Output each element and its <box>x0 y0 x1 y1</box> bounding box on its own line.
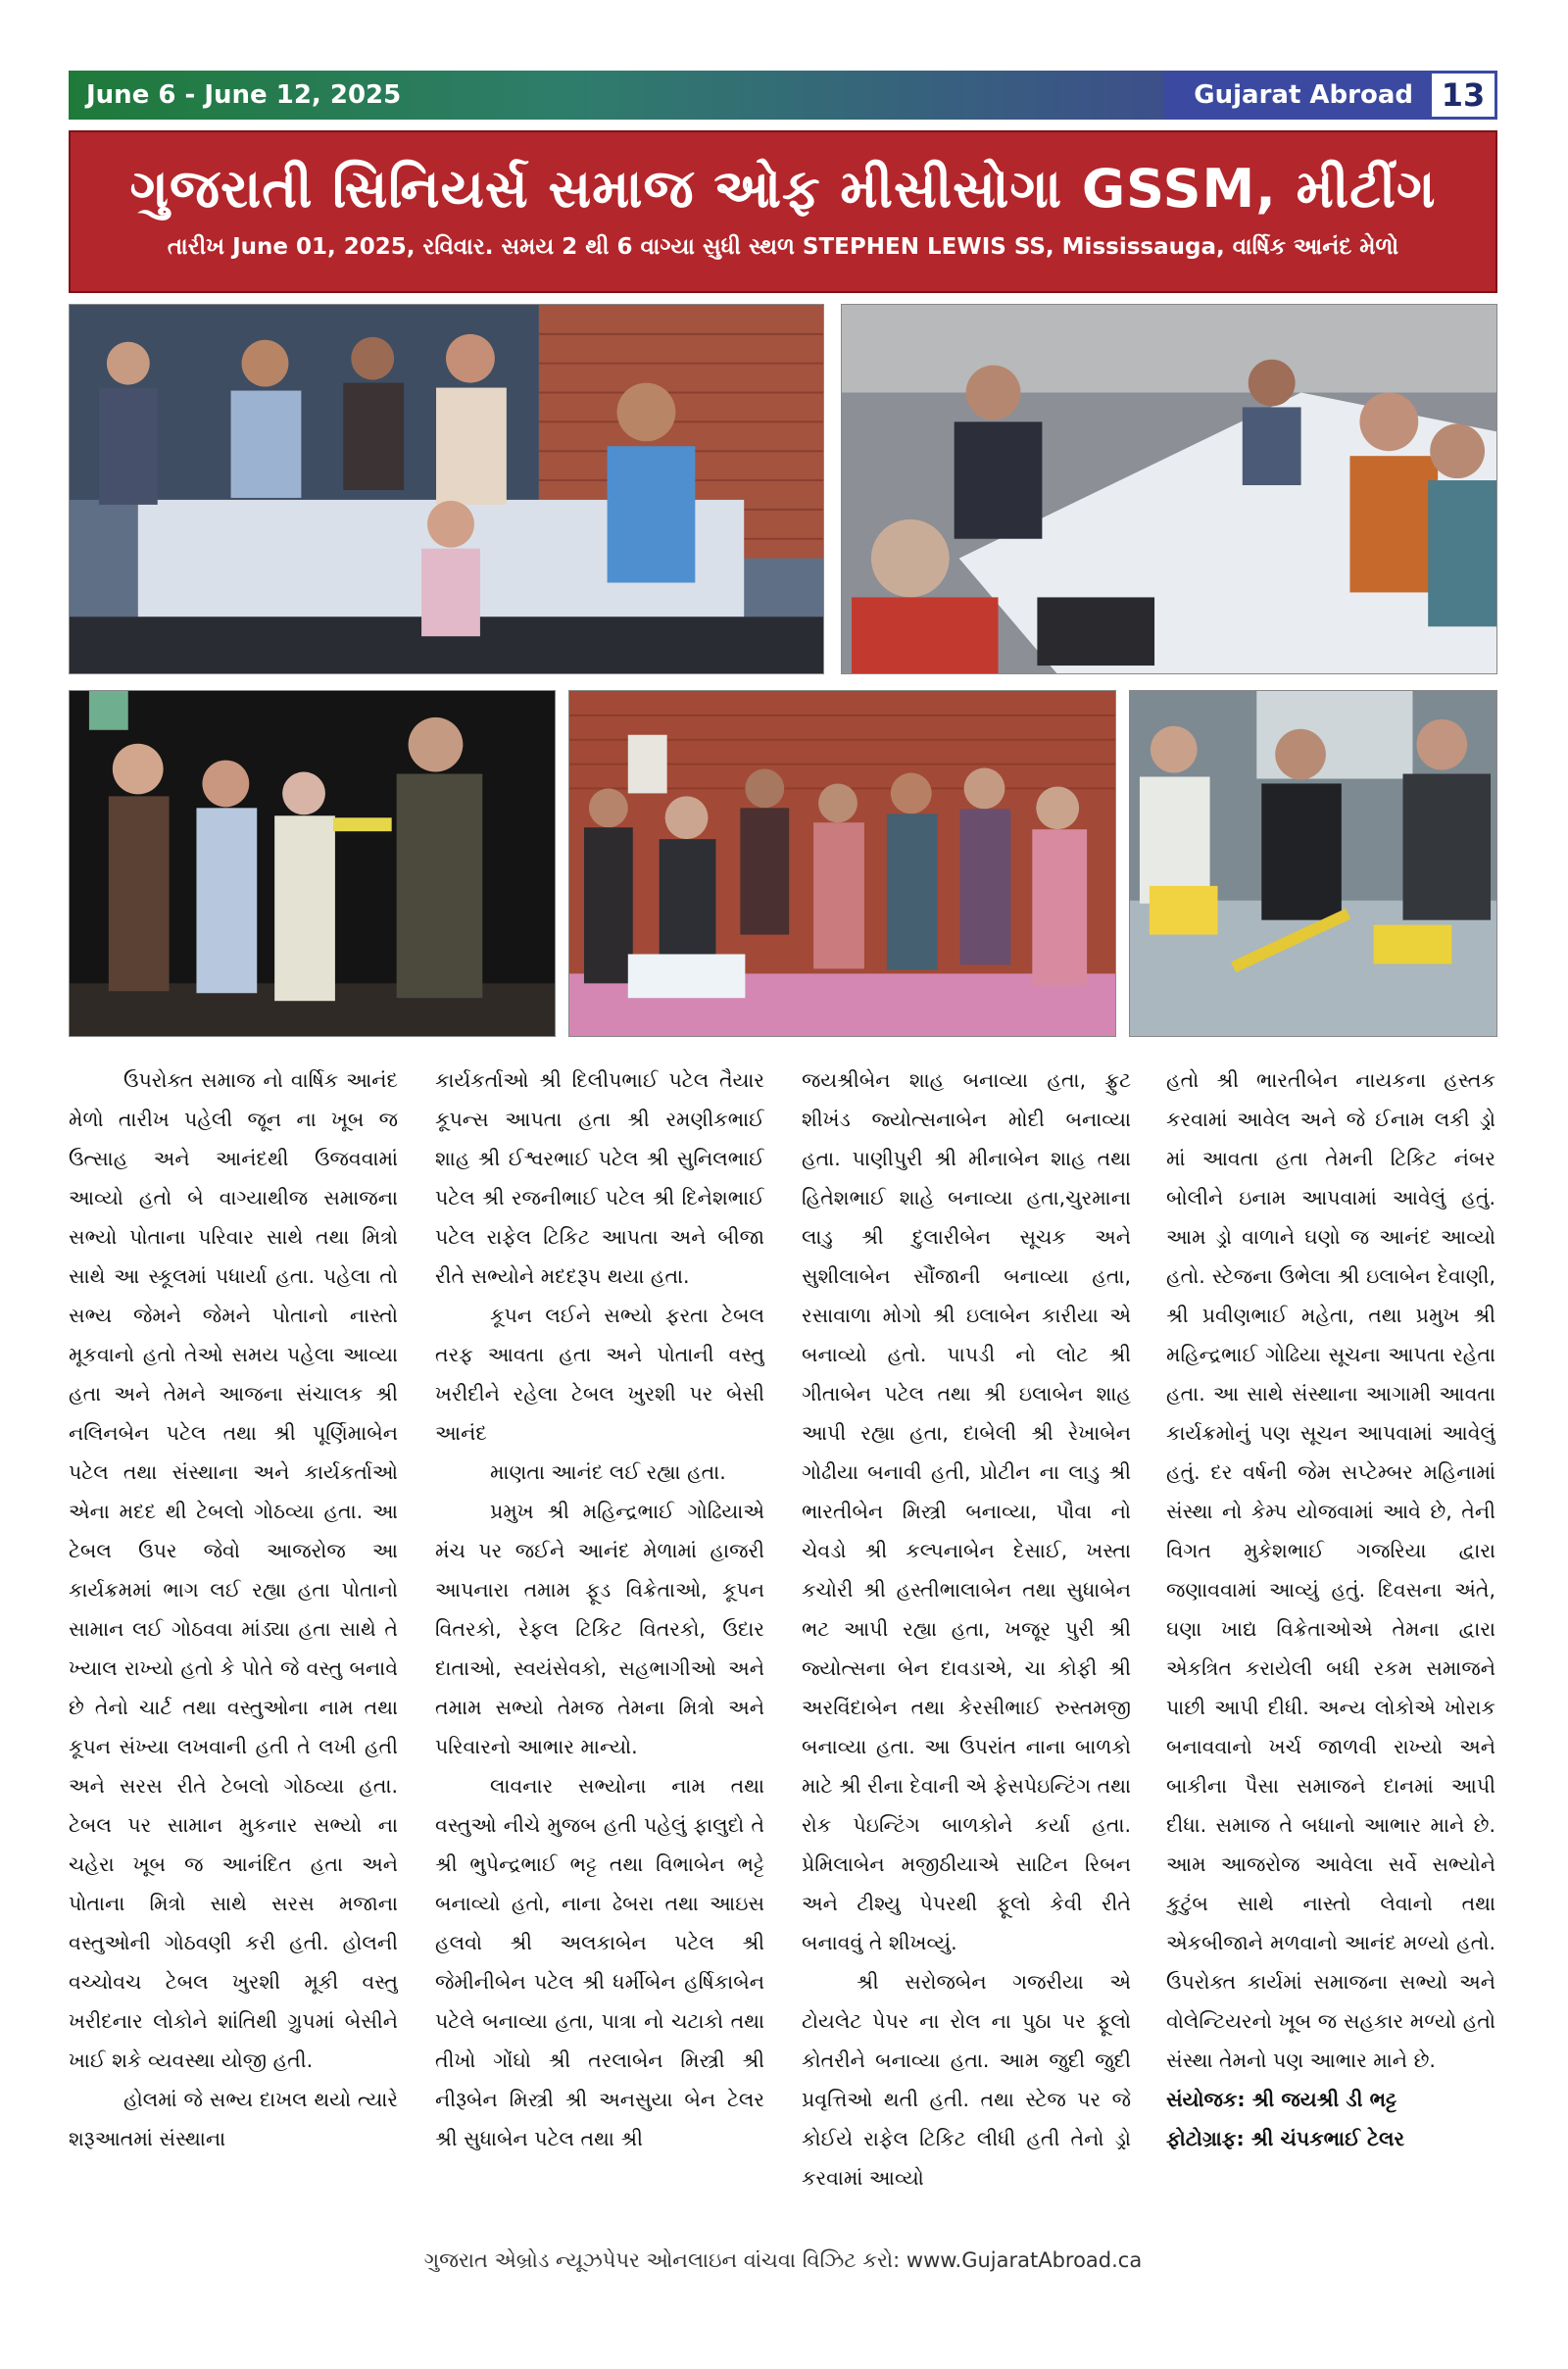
headline-subtitle: તારીખ June 01, 2025, રવિવાર. સમય 2 થી 6 વાગ્યા સુધી સ્થળ STEPHEN LEWIS SS, Mississauga, વાર્ષિક આનંદ મેળો <box>167 234 1399 260</box>
paragraph: કાર્યકર્તાઓ શ્રી દિલીપભાઈ પટેલ તૈયાર કૂપન્સ આપતા હતા શ્રી રમણીકભાઈ શાહ શ્રી ઈશ્વરભાઈ પટેલ શ્રી સુનિલભાઈ પટેલ શ્રી રજનીભાઈ પટેલ શ્રી દિનેશભાઈ પટેલ રાફેલ ટિકિટ આપતા અને બીજા રીતે સભ્યોને મદદરૂપ થયા હતા. <box>435 1068 764 1288</box>
photo-men-with-raffle-tickets <box>1129 690 1497 1037</box>
paragraph: માણતા આનંદ લઈ રહ્યા હતા. <box>490 1460 726 1484</box>
paragraph: હોલમાં જે સભ્ય દાખલ થયો ત્યારે શરૂઆતમાં સંસ્થાના <box>69 2088 398 2150</box>
photo-group-of-women-volunteers <box>568 690 1116 1037</box>
photo-stage-celebration <box>69 690 556 1037</box>
paragraph: કૂપન લઈને સભ્યો ફરતા ટેબલ તરફ આવતા હતા અને પોતાની વસ્તુ ખરીદીને રહેલા ટેબલ ખુરશી પર બેસી આનંદ <box>435 1304 764 1445</box>
page-number: 13 <box>1429 71 1497 120</box>
paragraph: લાવનાર સભ્યોના નામ તથા વસ્તુઓ નીચે મુજબ હતી પહેલું ફાલુદો તે શ્રી ભુપેન્દ્રભાઈ ભટ્ટ તથા વિભાબેન ભટ્ટે બનાવ્યો હતો, નાના ઢેબરા તથા આઇસ હલવો શ્રી અલકાબેન પટેલ શ્રી જેમીનીબેન પટેલ શ્રી ધર્મીબેન હર્ષિકાબેન પટેલે બનાવ્યા હતા, પાત્રા નો ચટાકો તથા તીખો ગોંઘો શ્રી તરલાબેન મિસ્ત્રી શ્રી નીરૂબેન મિસ્ત્રી શ્રી અનસુયા બેન ટેલર શ્રી સુધાબેન પટેલ તથા શ્રી <box>435 1774 764 2150</box>
page-header <box>69 71 1497 120</box>
article-column-4 <box>1166 1061 1495 2235</box>
headline-title: ગુજરાતી સિનિયર્સ સમાજ ઓફ મીસીસોગા GSSM, મીટીંગ <box>129 158 1437 220</box>
photographer-credit: ફોટોગ્રાફ: શ્રી ચંપકભાઈ ટેલર <box>1166 2127 1405 2150</box>
paragraph: ઉપરોક્ત સમાજ નો વાર્ષિક આનંદ મેળો તારીખ પહેલી જૂન ના ખૂબ જ ઉત્સાહ અને આનંદથી ઉજવવામાં આવ્યો હતો બે વાગ્યાથીજ સમાજના સભ્યો પોતાના પરિવાર સાથે તથા મિત્રો સાથે આ સ્કૂલમાં પધાર્યા હતા. પહેલા તો સભ્ય જેમને જેમને પોતાનો નાસ્તો મૂકવાનો હતો તેઓ સમય પહેલા આવ્યા હતા અને તેમને આજના સંચાલક શ્રી નલિનબેન પટેલ તથા શ્રી પૂર્ણિમાબેન પટેલ તથા સંસ્થાના અને કાર્યકર્તાઓ એના મદદ થી ટેબલો ગોઠવ્યા હતા. આ ટેબલ ઉપર જેવો આજરોજ આ કાર્યક્રમમાં ભાગ લઈ રહ્યા હતા પોતાનો સામાન લઈ ગોઠવવા માંડ્યા હતા સાથે તે ખ્યાલ રાખ્યો હતો કે પોતે જે વસ્તુ બનાવે છે તેનો ચાર્ટ તથા વસ્તુઓના નામ તથા કૂપન સંખ્યા લખવાની હતી તે લખી હતી અને સરસ રીતે ટેબલો ગોઠવ્યા હતા. ટેબલ પર સામાન મુકનાર સભ્યો ના ચહેરા ખૂબ જ આનંદિત હતા અને પોતાના મિત્રો સાથે સરસ મજાના વસ્તુઓની ગોઠવણી કરી હતી. હોલની વચ્ચોવચ ટેબલ ખુરશી મૂકી વસ્તુ ખરીદનાર લોકોને શાંતિથી ગ્રુપમાં બેસીને ખાઈ શકે વ્યવસ્થા યોજી હતી. <box>69 1068 398 2072</box>
photo-seniors-dining-hall <box>841 304 1497 674</box>
footer-website-note: ગુજરાત એબ્રોડ ન્યૂઝપેપર ઓનલાઇન વાંચવા વિઝિટ કરો: www.GujaratAbroad.ca <box>423 2248 1143 2272</box>
article-column-1 <box>69 1061 398 2235</box>
paragraph: શ્રી સરોજબેન ગજરીયા એ ટોયલેટ પેપર ના રોલ ના પુઠા પર ફૂલો કોતરીને બનાવ્યા હતા. આમ જુદી જુદી પ્રવૃત્તિઓ થતી હતી. તથા સ્ટેજ પર જે કોઈયે રાફેલ ટિકિટ લીધી હતી તેનો ડ્રો કરવામાં આવ્યો <box>802 1970 1131 2190</box>
paragraph: હતો શ્રી ભારતીબેન નાયકના હસ્તક કરવામાં આવેલ અને જે ઈનામ લકી ડ્રો માં આવતા હતા તેમની ટિકિટ નંબર બોલીને ઇનામ આપવામાં આવેલું હતું. આમ ડ્રો વાળાને ઘણો જ આનંદ આવ્યો હતો. સ્ટેજના ઉભેલા શ્રી ઇલાબેન દેવાણી, શ્રી પ્રવીણભાઈ મહેતા, તથા પ્રમુખ શ્રી મહિન્દ્રભાઈ ગોઢિયા સૂચના આપતા રહેતા હતા. આ સાથે સંસ્થાના આગામી આવતા કાર્યક્રમોનું પણ સૂચન આપવામાં આવેલું હતું. દર વર્ષની જેમ સપ્ટેમ્બર મહિનામાં સંસ્થા નો કેમ્પ યોજવામાં આવે છે, તેની વિગત મુકેશભાઈ ગજરિયા દ્વારા જણાવવામાં આવ્યું હતું. દિવસના અંતે, ઘણા ખાદ્ય વિક્રેતાઓએ તેમના દ્વારા એકત્રિત કરાયેલી બધી રકમ સમાજને પાછી આપી દીધી. અન્ય લોકોએ ખોરાક બનાવવાનો ખર્ચ જાળવી રાખ્યો અને બાકીના પૈસા સમાજને દાનમાં આપી દીધા. સમાજ તે બધાનો આભાર માને છે. આમ આજરોજ આવેલા સર્વે સભ્યોને કુટુંબ સાથે નાસ્તો લેવાનો તથા એકબીજાને મળવાનો આનંદ મળ્યો હતો. ઉપરોક્ત કાર્યમાં સમાજના સભ્યો અને વોલેન્ટિયરનો ખૂબ જ સહકાર મળ્યો હતો સંસ્થા તેમનો પણ આભાર માને છે. <box>1166 1068 1495 2072</box>
organizer-credit: સંયોજક: શ્રી જયશ્રી ડી ભટ્ટ <box>1166 2088 1397 2111</box>
photo-family-at-craft-table <box>69 304 824 674</box>
headline-banner <box>69 130 1497 293</box>
paragraph: પ્રમુખ શ્રી મહિન્દ્રભાઈ ગોઢિયાએ મંચ પર જઈને આનંદ મેળામાં હાજરી આપનારા તમામ ફૂડ વિક્રેતાઓ, કૂપન વિતરકો, રેફલ ટિકિટ વિતરકો, ઉદાર દાતાઓ, સ્વયંસેવકો, સહભાગીઓ અને તમામ સભ્યો તેમજ તેમના મિત્રો અને પરિવારનો આભાર માન્યો. <box>435 1500 764 1758</box>
article-column-2 <box>435 1061 764 2235</box>
article-column-3 <box>802 1061 1131 2235</box>
publication-name: Gujarat Abroad <box>1164 71 1429 120</box>
paragraph: જયશ્રીબેન શાહ બનાવ્યા હતા, ફ્રુટ શીખંડ જ્યોત્સનાબેન મોદી બનાવ્યા હતા. પાણીપુરી શ્રી મીનાબેન શાહ તથા હિતેશભાઈ શાહે બનાવ્યા હતા,ચુરમાના લાડુ શ્રી દુલારીબેન સૂચક અને સુશીલાબેન સૌંજાની બનાવ્યા હતા, રસાવાળા મોગો શ્રી ઇલાબેન કારીયા એ બનાવ્યો હતો. પાપડી નો લોટ શ્રી ગીતાબેન પટેલ તથા શ્રી ઇલાબેન શાહ આપી રહ્યા હતા, દાબેલી શ્રી રેખાબેન ગોઢીયા બનાવી હતી, પ્રોટીન ના લાડુ શ્રી ભારતીબેન મિસ્ત્રી બનાવ્યા, પૌવા નો ચેવડો શ્રી કલ્પનાબેન દેસાઈ, ખસ્તા કચોરી શ્રી હસ્તીભાલાબેન તથા સુધાબેન ભટ આપી રહ્યા હતા, ખજૂર પુરી શ્રી જ્યોત્સના બેન દાવડાએ, ચા કોફી શ્રી અરવિંદાબેન તથા કેરસીભાઈ રુસ્તમજી બનાવ્યા હતા. આ ઉપરાંત નાના બાળકો માટે શ્રી રીના દેવાની એ ફેસપેઇન્ટિંગ તથા રોક પેઇન્ટિંગ બાળકોને કર્યા હતા. પ્રેમિલાબેન મજીઠીયાએ સાટિન રિબન અને ટીશ્યુ પેપરથી ફૂલો કેવી રીતે બનાવવું તે શીખવ્યું. <box>802 1068 1131 1954</box>
issue-date: June 6 - June 12, 2025 <box>69 71 1164 120</box>
